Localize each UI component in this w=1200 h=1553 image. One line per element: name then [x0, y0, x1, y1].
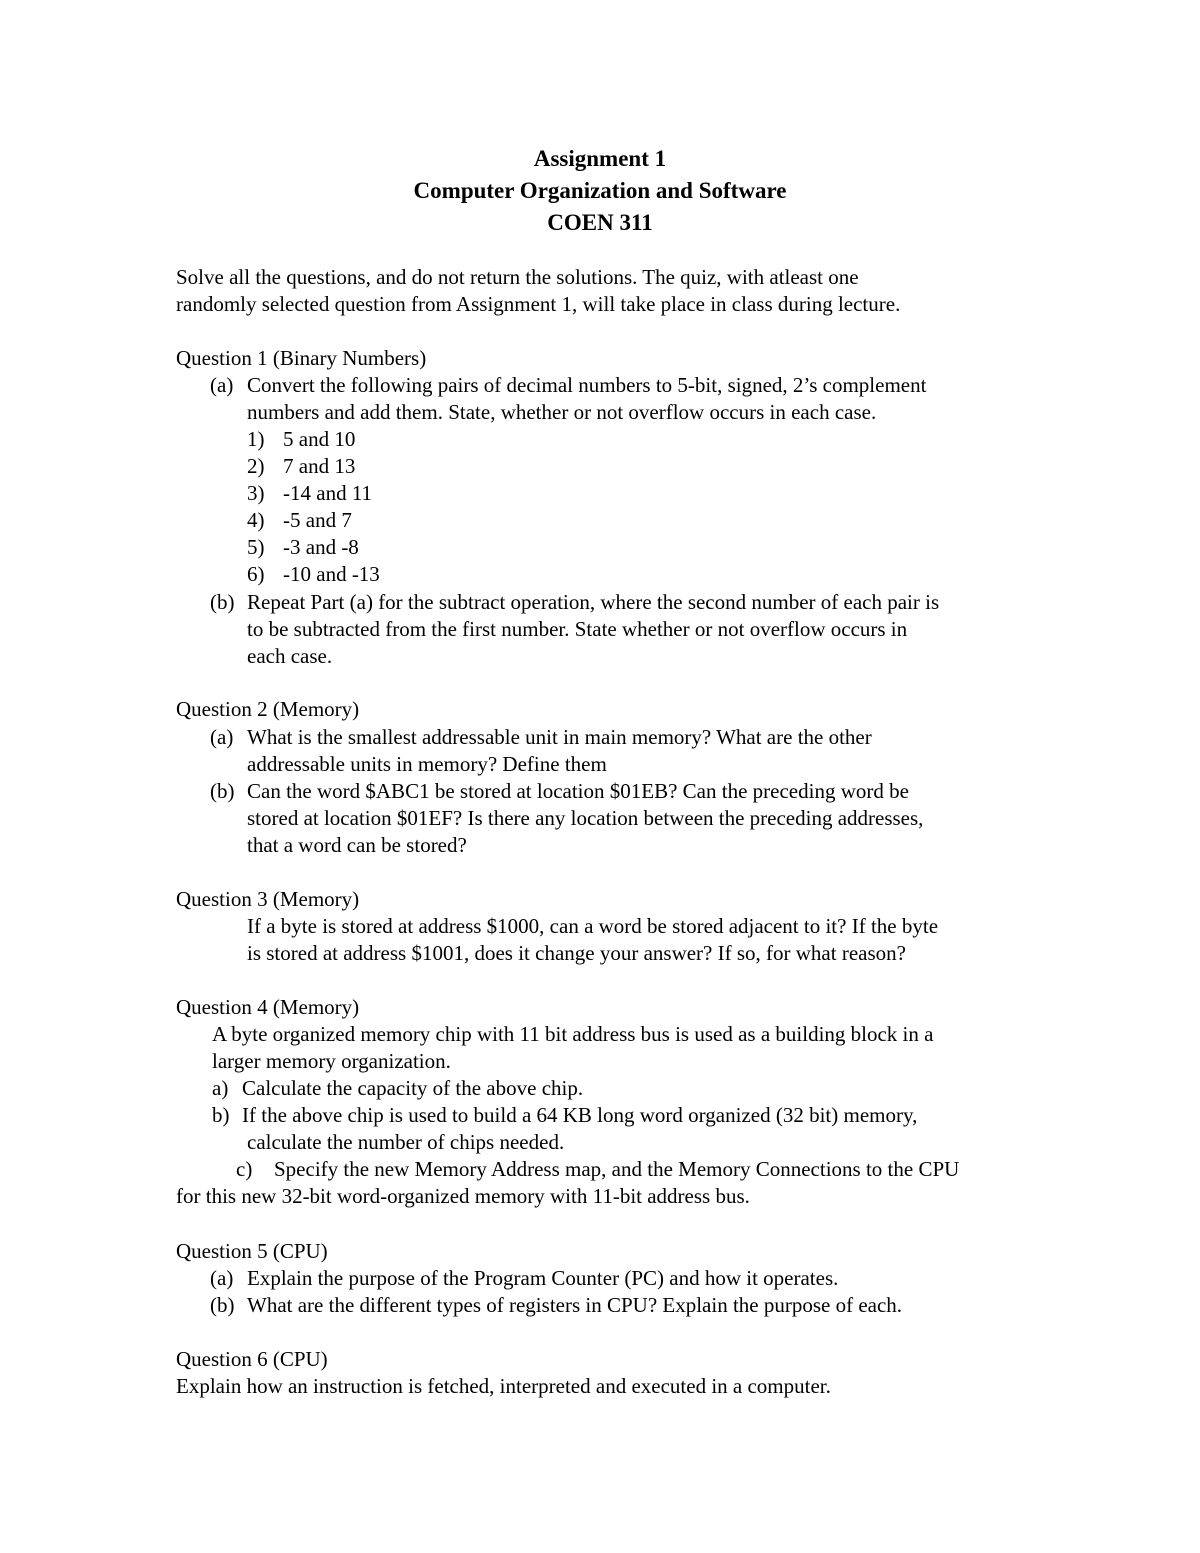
question-1a-line-1: Convert the following pairs of decimal numbers to 5-bit, signed, 2’s complement: [247, 373, 927, 397]
pair-text: -10 and -13: [283, 562, 380, 586]
question-2a-label: (a): [210, 725, 234, 749]
question-2a-line-2: addressable units in memory? Define them: [247, 752, 607, 776]
question-5b-text: What are the different types of registers in CPU? Explain the purpose of each.: [247, 1293, 903, 1317]
question-2-heading: Question 2 (Memory): [176, 697, 360, 721]
pair-number: 2): [247, 454, 265, 478]
question-1-heading: Question 1 (Binary Numbers): [176, 346, 427, 370]
pair-text: -14 and 11: [283, 481, 373, 505]
question-5a-label: (a): [210, 1266, 234, 1290]
pair-number: 1): [247, 427, 265, 451]
pair-text: -5 and 7: [283, 508, 352, 532]
assignment-title: Assignment 1: [533, 146, 667, 171]
question-2b-line-3: that a word can be stored?: [247, 833, 467, 857]
pair-number: 3): [247, 481, 265, 505]
course-name: Computer Organization and Software: [413, 178, 787, 203]
question-4c-line-1: Specify the new Memory Address map, and the Memory Connections to the CPU: [274, 1157, 960, 1181]
question-2b-line-2: stored at location $01EF? Is there any location between the preceding addresses,: [247, 806, 924, 830]
question-1b-line-2: to be subtracted from the first number. State whether or not overflow occurs in: [247, 617, 908, 641]
question-4-line-1: A byte organized memory chip with 11 bit address bus is used as a building block in a: [212, 1022, 934, 1046]
intro-line-1: Solve all the questions, and do not return the solutions. The quiz, with atleast one: [176, 265, 859, 289]
question-5b-label: (b): [210, 1293, 235, 1317]
pair-text: -3 and -8: [283, 535, 359, 559]
question-1b-label: (b): [210, 590, 235, 614]
question-3-line-1: If a byte is stored at address $1000, can a word be stored adjacent to it? If the byte: [247, 914, 939, 938]
question-5-heading: Question 5 (CPU): [176, 1239, 328, 1263]
question-1a-label: (a): [210, 373, 234, 397]
pair-number: 4): [247, 508, 265, 532]
question-3-line-2: is stored at address $1001, does it change your answer? If so, for what reason?: [247, 941, 906, 965]
pair-text: 5 and 10: [283, 427, 356, 451]
pair-text: 7 and 13: [283, 454, 356, 478]
question-2a-line-1: What is the smallest addressable unit in main memory? What are the other: [247, 725, 872, 749]
question-2b-label: (b): [210, 779, 235, 803]
intro-line-2: randomly selected question from Assignment 1, will take place in class during lecture.: [176, 292, 901, 316]
pair-number: 6): [247, 562, 265, 586]
question-1a-line-2: numbers and add them. State, whether or not overflow occurs in each case.: [247, 400, 877, 424]
question-4b-line-2: calculate the number of chips needed.: [247, 1130, 565, 1154]
question-4-line-2: larger memory organization.: [212, 1049, 451, 1073]
question-6-text: Explain how an instruction is fetched, interpreted and executed in a computer.: [176, 1374, 831, 1398]
question-1b-line-3: each case.: [247, 644, 333, 668]
title-block: [0, 143, 1200, 239]
question-1b-line-1: Repeat Part (a) for the subtract operation, where the second number of each pair is: [247, 590, 940, 614]
question-5a-text: Explain the purpose of the Program Counter (PC) and how it operates.: [247, 1266, 839, 1290]
question-3-heading: Question 3 (Memory): [176, 887, 360, 911]
course-code: COEN 311: [547, 210, 653, 235]
question-4a-label: a): [212, 1076, 229, 1100]
question-4-heading: Question 4 (Memory): [176, 995, 360, 1019]
question-4b-label: b): [212, 1103, 230, 1127]
question-4c-line-2: for this new 32-bit word-organized memory with 11-bit address bus.: [176, 1184, 750, 1208]
question-2b-line-1: Can the word $ABC1 be stored at location $01EB? Can the preceding word be: [247, 779, 909, 803]
question-4a-text: Calculate the capacity of the above chip.: [242, 1076, 584, 1100]
pair-number: 5): [247, 535, 265, 559]
question-6-heading: Question 6 (CPU): [176, 1347, 328, 1371]
question-4b-line-1: If the above chip is used to build a 64 KB long word organized (32 bit) memory,: [242, 1103, 918, 1127]
question-4c-label: c): [236, 1157, 253, 1181]
